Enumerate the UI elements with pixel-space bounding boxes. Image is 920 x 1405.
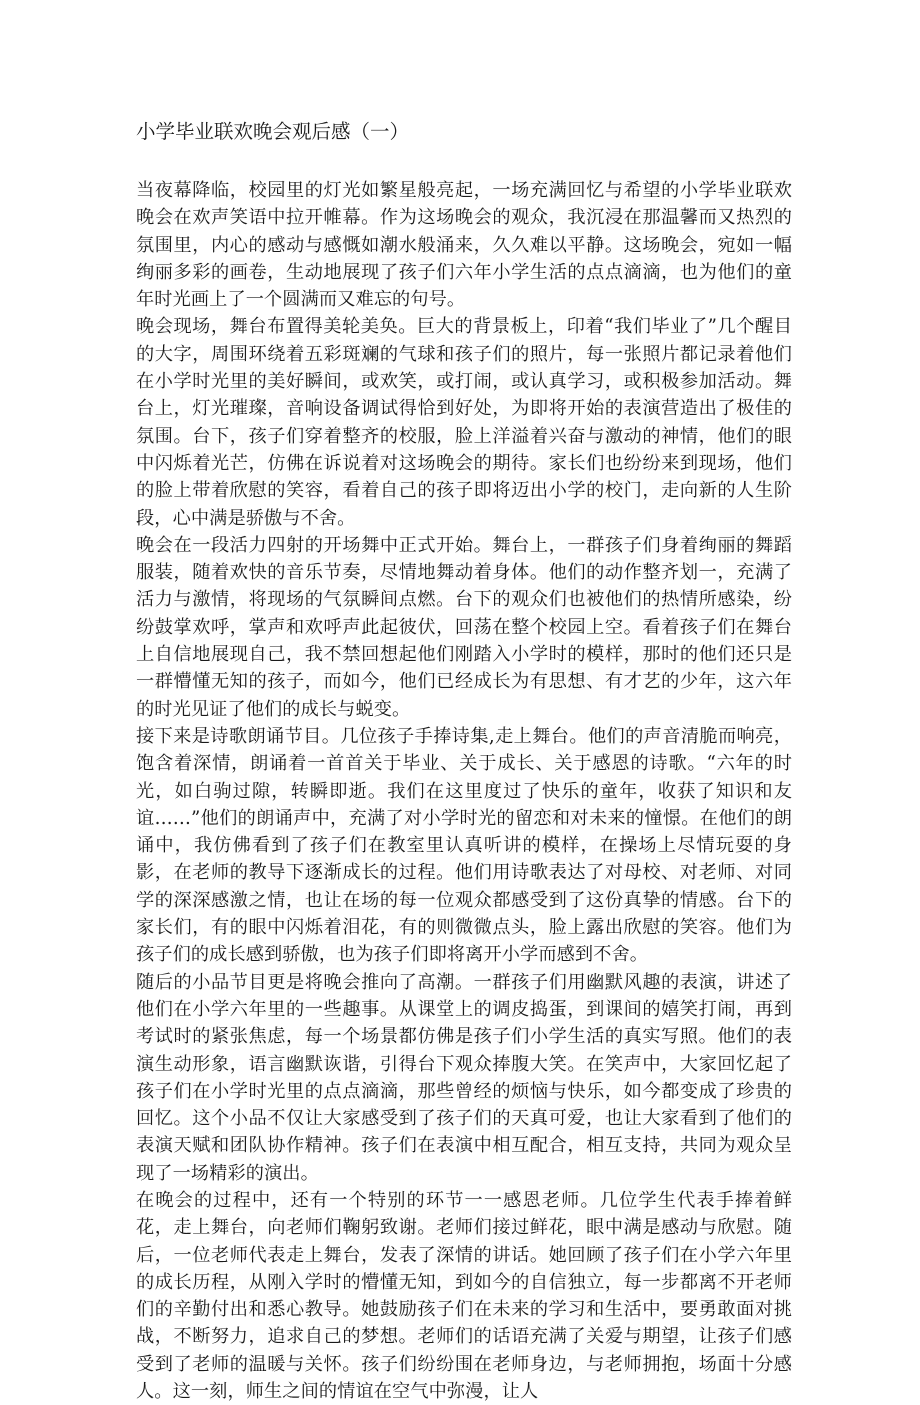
paragraph: 随后的小品节目更是将晚会推向了高潮。一群孩子们用幽默风趣的表演，讲述了他们在小学六年里的一些趣事。从课堂上的调皮捣蛋，到课间的嬉笑打闹，再到考试时的紧张焦虑，每一个场景都仿佛是孩子们小学生活的真实写照。他们的表演生动形象，语言幽默诙谐，引得台下观众捧腹大笑。在笑声中，大家回忆起了孩子们在小学时光里的点点滴滴，那些曾经的烦恼与快乐，如今都变成了珍贵的回忆。这个小品不仅让大家感受到了孩子们的天真可爱，也让大家看到了他们的表演天赋和团队协作精神。孩子们在表演中相互配合，相互支持，共同为观众呈现了一场精彩的演出。 (136, 971, 792, 1184)
document-body (136, 177, 792, 1405)
paragraph: 晚会在一段活力四射的开场舞中正式开始。舞台上，一群孩子们身着绚丽的舞蹈服装，随着欢快的音乐节奏，尽情地舞动着身体。他们的动作整齐划一，充满了活力与激情，将现场的气氛瞬间点燃。台下的观众们也被他们的热情所感染，纷纷鼓掌欢呼，掌声和欢呼声此起彼伏，回荡在整个校园上空。看着孩子们在舞台上自信地展现自己，我不禁回想起他们刚踏入小学时的模样，那时的他们还只是一群懵懂无知的孩子，而如今，他们已经成长为有思想、有才艺的少年，这六年的时光见证了他们的成长与蜕变。 (136, 534, 792, 720)
paragraph: 接下来是诗歌朗诵节目。几位孩子手捧诗集,走上舞台。他们的声音清脆而响亮，饱含着深情，朗诵着一首首关于毕业、关于成长、关于感恩的诗歌。“六年的时光，如白驹过隙，转瞬即逝。我们在这里度过了快乐的童年，收获了知识和友谊……”他们的朗诵声中，充满了对小学时光的留恋和对未来的憧憬。在他们的朗诵中，我仿佛看到了孩子们在教室里认真听讲的模样，在操场上尽情玩耍的身影，在老师的教导下逐渐成长的过程。他们用诗歌表达了对母校、对老师、对同学的深深感激之情，也让在场的每一位观众都感受到了这份真挚的情感。台下的家长们，有的眼中闪烁着泪花，有的则微微点头，脸上露出欣慰的笑容。他们为孩子们的成长感到骄傲，也为孩子们即将离开小学而感到不舍。 (136, 725, 792, 966)
paragraph: 当夜幕降临，校园里的灯光如繁星般亮起，一场充满回忆与希望的小学毕业联欢晚会在欢声笑语中拉开帷幕。作为这场晚会的观众，我沉浸在那温馨而又热烈的氛围里，内心的感动与感慨如潮水般涌来，久久难以平静。这场晚会，宛如一幅绚丽多彩的画卷，生动地展现了孩子们六年小学生活的点点滴滴，也为他们的童年时光画上了一个圆满而又难忘的句号。 (136, 180, 792, 311)
paragraph: 在晚会的过程中，还有一个特别的环节一一感恩老师。几位学生代表手捧着鲜花，走上舞台，向老师们鞠躬致谢。老师们接过鲜花，眼中满是感动与欣慰。随后，一位老师代表走上舞台，发表了深情的讲话。她回顾了孩子们在小学六年里的成长历程，从刚入学时的懵懂无知，到如今的自信独立，每一步都离不开老师们的辛勤付出和悉心教导。她鼓励孩子们在未来的学习和生活中，要勇敢面对挑战，不断努力，追求自己的梦想。老师们的话语充满了关爱与期望，让孩子们感受到了老师的温暖与关怀。孩子们纷纷围在老师身边，与老师拥抱，场面十分感人。这一刻，师生之间的情谊在空气中弥漫，让人 (136, 1189, 792, 1403)
paragraph: 晚会现场，舞台布置得美轮美奂。巨大的背景板上，印着“我们毕业了”几个醒目的大字，周围环绕着五彩斑斓的气球和孩子们的照片，每一张照片都记录着他们在小学时光里的美好瞬间，或欢笑，或打闹，或认真学习，或积极参加活动。舞台上，灯光璀璨，音响设备调试得恰到好处，为即将开始的表演营造出了极佳的氛围。台下，孩子们穿着整齐的校服，脸上洋溢着兴奋与激动的神情，他们的眼中闪烁着光芒，仿佛在诉说着对这场晚会的期待。家长们也纷纷来到现场，他们的脸上带着欣慰的笑容，看着自己的孩子即将迈出小学的校门，走向新的人生阶段，心中满是骄傲与不舍。 (136, 316, 792, 529)
document-title: 小学毕业联欢晚会观后感（一） (136, 120, 410, 143)
